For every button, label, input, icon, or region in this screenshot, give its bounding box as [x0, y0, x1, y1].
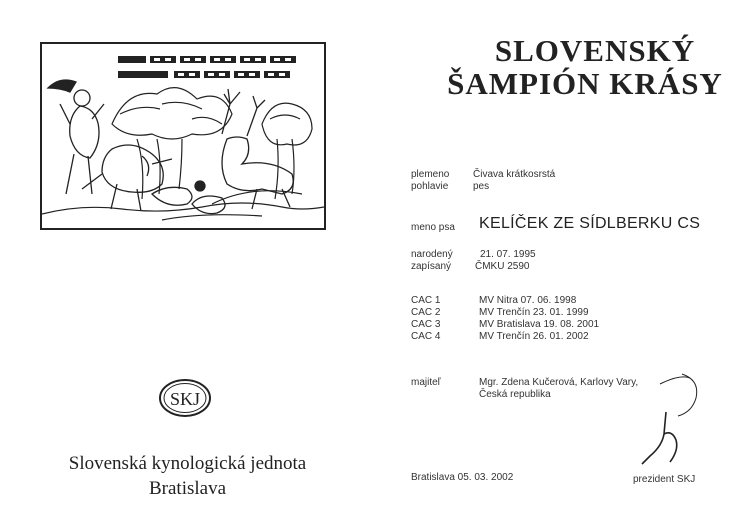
born-label: narodený — [411, 249, 453, 260]
cac-label: CAC 1 — [411, 295, 441, 306]
owner-name: Mgr. Zdena Kučerová, Karlovy Vary, — [479, 377, 639, 388]
president-signature — [630, 372, 710, 472]
sex-label: pohlavie — [411, 181, 449, 192]
registered-value: ČMKU 2590 — [475, 261, 530, 272]
cac-label: CAC 4 — [411, 331, 441, 342]
cac-value: MV Trenčín 26. 01. 2002 — [479, 331, 589, 342]
sex-value: pes — [473, 181, 490, 192]
organization-name: Slovenská kynologická jednota — [68, 453, 307, 474]
registered-label: zapísaný — [411, 261, 452, 272]
logo-text: SKJ — [169, 389, 201, 409]
cac-label: CAC 2 — [411, 307, 441, 318]
owner-label: majiteľ — [411, 377, 441, 388]
title-line-1: SLOVENSKÝ — [494, 33, 696, 68]
hunting-scene-drawing — [42, 44, 324, 228]
cac-label: CAC 3 — [411, 319, 441, 330]
hunting-scene-illustration — [40, 42, 326, 230]
dog-name-value: KELÍČEK ZE SÍDLBERKU CS — [479, 215, 701, 232]
cac-value: MV Nitra 07. 06. 1998 — [479, 295, 577, 306]
right-panel — [375, 0, 750, 509]
organization-city: Bratislava — [148, 478, 227, 499]
dog-name-label: meno psa — [411, 222, 455, 233]
issue-place-date: Bratislava 05. 03. 2002 — [411, 472, 514, 483]
president-label: prezident SKJ — [633, 474, 696, 485]
breed-label: plemeno — [411, 169, 450, 180]
cac-value: MV Trenčín 23. 01. 1999 — [479, 307, 589, 318]
skj-logo — [158, 378, 212, 418]
title-line-2: ŠAMPIÓN KRÁSY — [447, 66, 723, 101]
owner-country: Česká republika — [479, 389, 551, 400]
cac-value: MV Bratislava 19. 08. 2001 — [479, 319, 600, 330]
born-value: 21. 07. 1995 — [480, 249, 536, 260]
breed-value: Čivava krátkosrstá — [473, 169, 556, 180]
